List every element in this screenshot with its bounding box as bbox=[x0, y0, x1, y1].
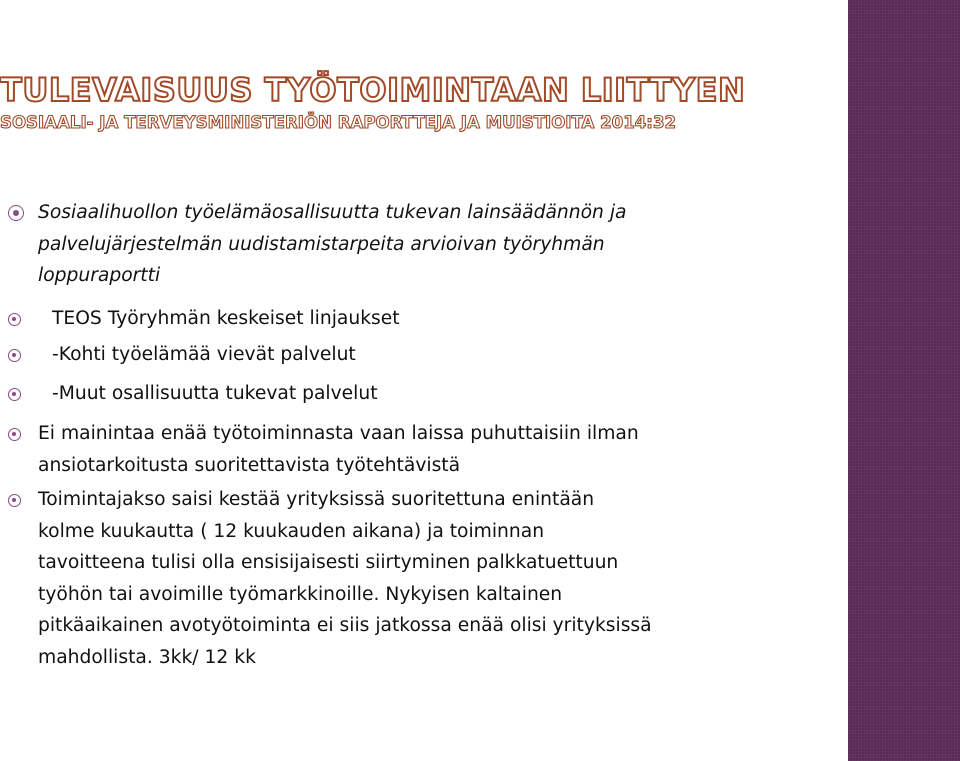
bullet-item-teos bbox=[8, 303, 838, 335]
bullet-text: -Kohti työelämää vievät palvelut bbox=[52, 344, 356, 365]
bullet-text: Ei mainintaa enää työtoiminnasta vaan laissa puhuttaisiin ilman ansiotarkoitusta suoritettavista työtehtävistä bbox=[38, 423, 639, 476]
circle-bullet-icon bbox=[8, 205, 24, 221]
circle-bullet-icon bbox=[8, 428, 21, 441]
bullet-item-report bbox=[8, 197, 838, 292]
slide-title: TULEVAISUUS TYÖTOIMINTAAN LIITTYEN bbox=[0, 71, 746, 109]
circle-bullet-icon bbox=[8, 313, 21, 326]
circle-bullet-icon bbox=[8, 349, 21, 362]
circle-bullet-icon bbox=[8, 388, 21, 401]
decorative-side-bar bbox=[848, 0, 960, 761]
bullet-item-employment-services bbox=[8, 339, 838, 371]
bullet-text: -Muut osallisuutta tukevat palvelut bbox=[52, 383, 378, 404]
bullet-text: Toimintajakso saisi kestää yrityksissä suoritettuna enintään kolme kuukautta ( 12 kuukauden aikana) ja toiminnan tavoitteena tulisi olla ensisijaisesti siirtyminen palkkatuettuun työhön tai avoimille työmarkkinoille. Nykyisen kaltainen pitkäaikainen avotyötoiminta ei siis jatkossa enää olisi yrityksissä mahdollista. 3kk/ 12 kk bbox=[38, 489, 652, 668]
bullet-text: TEOS Työryhmän keskeiset linjaukset bbox=[52, 308, 400, 329]
bullet-text: Sosiaalihuollon työelämäosallisuutta tukevan lainsäädännön ja palvelujärjestelmän uudistamistarpeita arvioivan työryhmän loppuraportti bbox=[38, 202, 627, 286]
bullet-item-inclusion-services bbox=[8, 378, 838, 410]
bullet-item-activity-period bbox=[8, 484, 838, 673]
circle-bullet-icon bbox=[8, 494, 21, 507]
bullet-item-work-activity bbox=[8, 418, 838, 481]
slide-subtitle: SOSIAALI- JA TERVEYSMINISTERIÖN RAPORTTEJA JA MUISTIOITA 2014:32 bbox=[0, 113, 677, 132]
